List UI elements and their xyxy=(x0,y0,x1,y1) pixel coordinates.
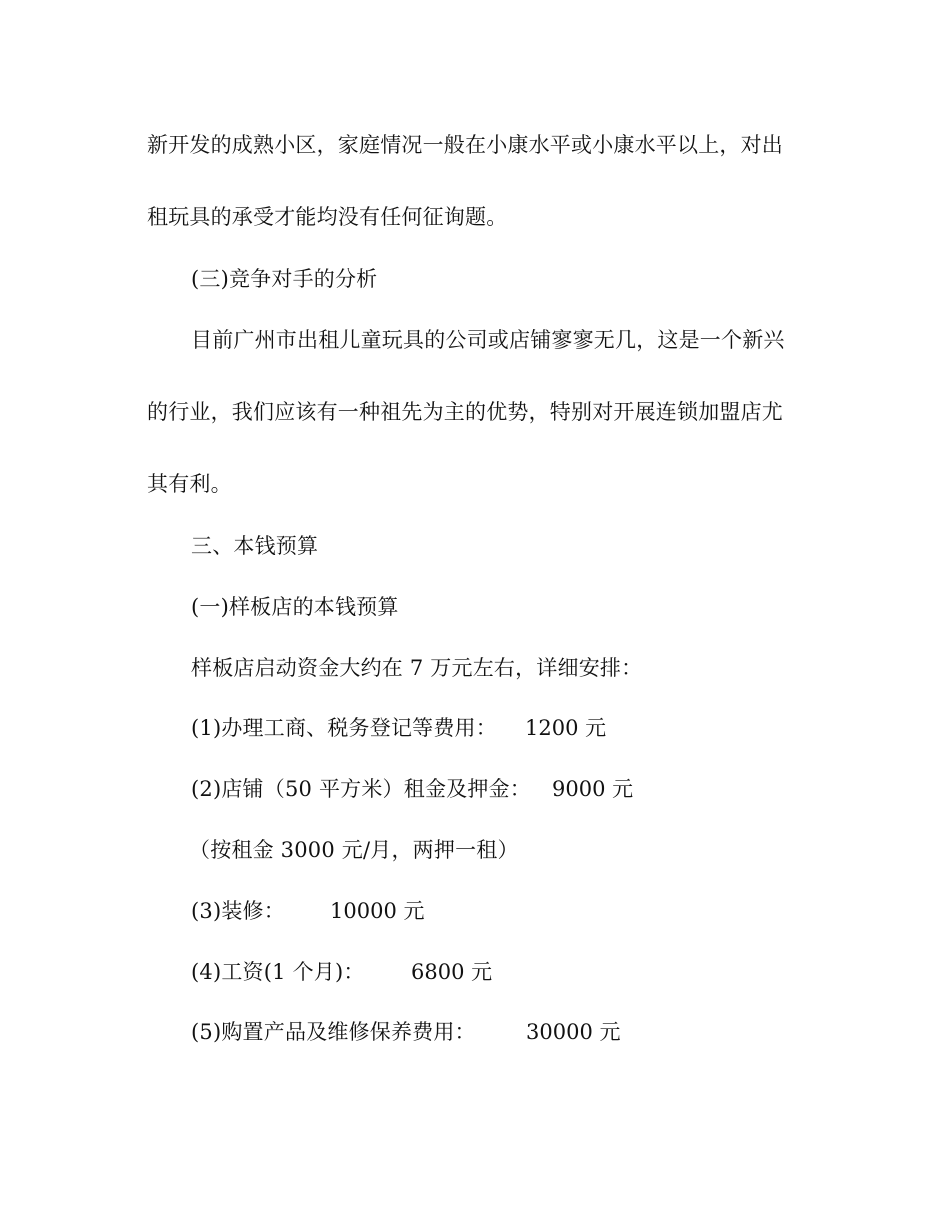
budget-item-label: (1)办理工商、税务登记等费用： xyxy=(191,716,497,740)
subheading-sample-store: (一)样板店的本钱预算 xyxy=(191,595,399,619)
budget-item-label: (4)工资(1 个月)： xyxy=(191,960,365,984)
budget-item-amount: 1200 元 xyxy=(525,716,607,740)
budget-item-amount: 6800 元 xyxy=(411,960,493,984)
paragraph-1-line-2: 租玩具的承受才能均没有任何征询题。 xyxy=(147,205,508,229)
section-heading-competitors: (三)竞争对手的分析 xyxy=(191,267,378,291)
paragraph-2-line-1: 目前广州市出租儿童玩具的公司或店铺寥寥无几，这是一个新兴 xyxy=(191,328,785,352)
budget-item-amount: 9000 元 xyxy=(552,777,634,801)
budget-intro: 样板店启动资金大约在 7 万元左右，详细安排： xyxy=(191,656,643,680)
paragraph-1-line-1: 新开发的成熟小区，家庭情况一般在小康水平或小康水平以上，对出 xyxy=(147,133,783,157)
budget-item-label: (3)装修： xyxy=(191,899,285,923)
budget-item-note: （按租金 3000 元/月，两押一租） xyxy=(189,838,519,862)
budget-item-label: (5)购置产品及维修保养费用： xyxy=(191,1020,476,1044)
paragraph-2-line-2: 的行业，我们应该有一种祖先为主的优势，特别对开展连锁加盟店尤 xyxy=(147,400,783,424)
budget-item-label: (2)店铺（50 平方米）租金及押金： xyxy=(191,777,531,801)
paragraph-2-line-3: 其有利。 xyxy=(147,472,232,496)
section-heading-budget: 三、本钱预算 xyxy=(191,534,319,558)
budget-item-amount: 10000 元 xyxy=(330,899,425,923)
budget-item-amount: 30000 元 xyxy=(526,1020,621,1044)
